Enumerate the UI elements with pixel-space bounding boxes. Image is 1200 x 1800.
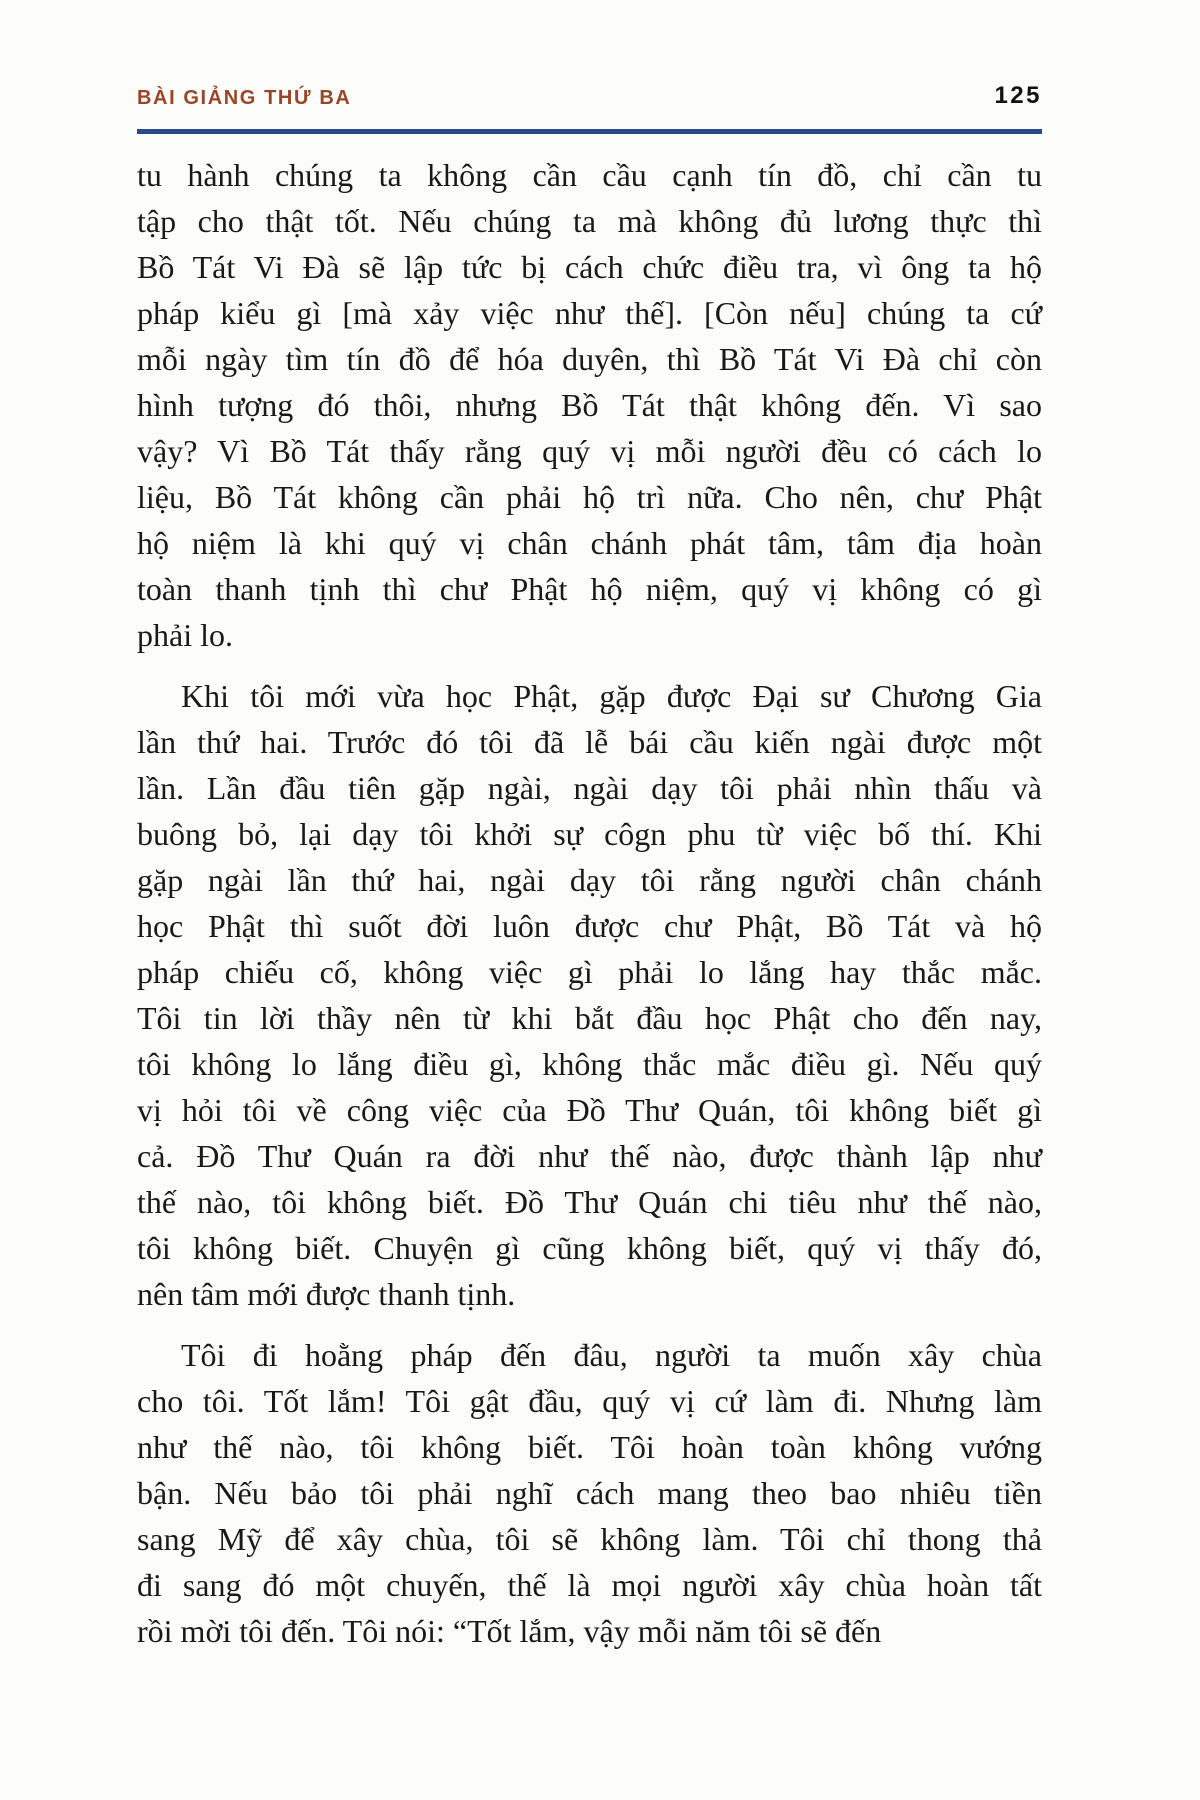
- page-header: [137, 82, 1042, 110]
- text-line: toàn thanh tịnh thì chư Phật hộ niệm, quý vị không có gì: [137, 571, 1042, 607]
- header-rule-divider: [137, 129, 1042, 134]
- text-line: bận. Nếu bảo tôi phải nghĩ cách mang theo bao nhiêu tiền: [137, 1475, 1042, 1511]
- text-line: Khi tôi mới vừa học Phật, gặp được Đại sư Chương Gia: [181, 678, 1042, 714]
- text-line: pháp chiếu cố, không việc gì phải lo lắng hay thắc mắc.: [137, 954, 1042, 990]
- text-line: hình tượng đó thôi, nhưng Bồ Tát thật không đến. Vì sao: [137, 387, 1042, 423]
- text-line: hộ niệm là khi quý vị chân chánh phát tâm, tâm địa hoàn: [137, 525, 1042, 561]
- text-line: Tôi đi hoằng pháp đến đâu, người ta muốn xây chùa: [181, 1337, 1042, 1373]
- text-line: pháp kiểu gì [mà xảy việc như thế]. [Còn nếu] chúng ta cứ: [137, 295, 1042, 331]
- text-line: lần thứ hai. Trước đó tôi đã lễ bái cầu kiến ngài được một: [137, 724, 1042, 760]
- text-line: gặp ngài lần thứ hai, ngài dạy tôi rằng người chân chánh: [137, 862, 1042, 898]
- text-line: tôi không lo lắng điều gì, không thắc mắc điều gì. Nếu quý: [137, 1046, 1042, 1082]
- text-line: cả. Đồ Thư Quán ra đời như thế nào, được thành lập như: [137, 1138, 1042, 1174]
- text-line: liệu, Bồ Tát không cần phải hộ trì nữa. Cho nên, chư Phật: [137, 479, 1042, 515]
- text-line: học Phật thì suốt đời luôn được chư Phật, Bồ Tát và hộ: [137, 908, 1042, 944]
- text-block: [137, 152, 1042, 1669]
- text-line: tập cho thật tốt. Nếu chúng ta mà không đủ lương thực thì: [137, 203, 1042, 239]
- text-line: mỗi ngày tìm tín đồ để hóa duyên, thì Bồ Tát Vi Đà chỉ còn: [137, 341, 1042, 377]
- text-line: như thế nào, tôi không biết. Tôi hoàn toàn không vướng: [137, 1429, 1042, 1465]
- running-header-title: BÀI GIẢNG THỨ BA: [137, 87, 352, 109]
- text-line: thế nào, tôi không biết. Đồ Thư Quán chi tiêu như thế nào,: [137, 1184, 1042, 1220]
- page-number: 125: [994, 82, 1042, 109]
- paragraph: [137, 152, 1042, 658]
- text-line: nên tâm mới được thanh tịnh.: [137, 1276, 516, 1312]
- text-line: phải lo.: [137, 617, 233, 653]
- paragraph: [137, 1332, 1042, 1654]
- text-line: cho tôi. Tốt lắm! Tôi gật đầu, quý vị cứ làm đi. Nhưng làm: [137, 1383, 1042, 1419]
- text-line: Tôi tin lời thầy nên từ khi bắt đầu học Phật cho đến nay,: [137, 1000, 1042, 1036]
- text-line: sang Mỹ để xây chùa, tôi sẽ không làm. Tôi chỉ thong thả: [137, 1521, 1042, 1557]
- text-line: đi sang đó một chuyến, thế là mọi người xây chùa hoàn tất: [137, 1567, 1042, 1603]
- text-line: buông bỏ, lại dạy tôi khởi sự côgn phu từ việc bố thí. Khi: [137, 816, 1042, 852]
- text-line: rồi mời tôi đến. Tôi nói: “Tốt lắm, vậy mỗi năm tôi sẽ đến: [137, 1613, 882, 1649]
- text-line: tôi không biết. Chuyện gì cũng không biết, quý vị thấy đó,: [137, 1230, 1042, 1266]
- paragraph: [137, 673, 1042, 1317]
- text-line: vị hỏi tôi về công việc của Đồ Thư Quán, tôi không biết gì: [137, 1092, 1042, 1128]
- text-line: vậy? Vì Bồ Tát thấy rằng quý vị mỗi người đều có cách lo: [137, 433, 1042, 469]
- text-line: tu hành chúng ta không cần cầu cạnh tín đồ, chỉ cần tu: [137, 157, 1042, 193]
- text-line: lần. Lần đầu tiên gặp ngài, ngài dạy tôi phải nhìn thấu và: [137, 770, 1042, 806]
- text-line: Bồ Tát Vi Đà sẽ lập tức bị cách chức điều tra, vì ông ta hộ: [137, 249, 1042, 285]
